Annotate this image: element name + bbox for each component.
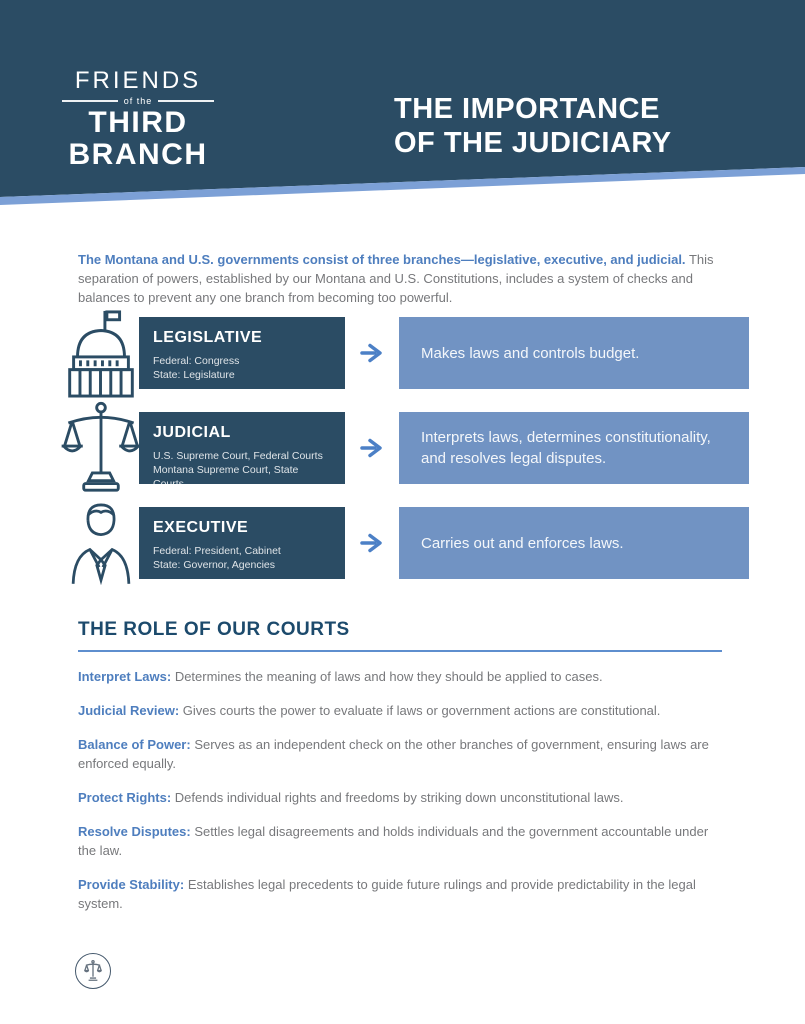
- header-banner: [0, 0, 805, 212]
- role-lead: Judicial Review:: [78, 703, 180, 718]
- role-item-provide-stability: [78, 875, 722, 913]
- arrow-right-icon: [345, 533, 399, 553]
- role-lead: Balance of Power:: [78, 737, 191, 752]
- branch-description: Interprets laws, determines constitutionality, and resolves legal disputes.: [421, 429, 711, 467]
- role-lead: Provide Stability:: [78, 877, 185, 892]
- role-lead: Interpret Laws:: [78, 669, 172, 684]
- role-item-resolve-disputes: [78, 822, 722, 860]
- logo-of-the-row: [62, 96, 214, 106]
- branch-sub-line-1: Federal: President, Cabinet: [153, 545, 281, 557]
- role-text: Determines the meaning of laws and how they should be applied to cases.: [174, 669, 603, 684]
- branch-description: Makes laws and controls budget.: [421, 344, 640, 362]
- arrow-right-icon: [345, 438, 399, 458]
- role-item-protect-rights: [78, 788, 722, 807]
- branch-description: Carries out and enforces laws.: [421, 534, 624, 552]
- branch-description-box: [399, 507, 749, 579]
- role-text: Serves as an independent check on the other branches of government, ensuring laws are enforced equally.: [78, 737, 709, 771]
- scales-badge-icon: [75, 953, 111, 989]
- branch-description-box: [399, 412, 749, 484]
- branch-row-judicial: [62, 412, 805, 490]
- logo-word-of-the: of the: [123, 96, 153, 106]
- branch-name: LEGISLATIVE: [153, 329, 263, 346]
- branch-label-box-executive: [139, 507, 345, 579]
- branch-description-box: [399, 317, 749, 389]
- logo-word-branch: BRANCH: [68, 138, 208, 171]
- role-lead: Protect Rights:: [78, 790, 172, 805]
- branch-sub-line-1: Federal: Congress: [153, 355, 240, 367]
- intro-paragraph: [78, 250, 746, 307]
- branch-row-legislative: [62, 317, 805, 389]
- logo-word-third: THIRD: [88, 106, 188, 139]
- branches-diagram: [62, 317, 805, 579]
- roles-heading: THE ROLE OF OUR COURTS: [78, 619, 350, 640]
- logo-left-rule: [62, 100, 118, 102]
- branch-sub-line-2: State: Governor, Agencies: [153, 559, 275, 571]
- branch-label-box-legislative: [139, 317, 345, 389]
- branch-name: EXECUTIVE: [153, 519, 249, 536]
- arrow-right-icon: [345, 343, 399, 363]
- role-text: Defends individual rights and freedoms by striking down unconstitutional laws.: [174, 790, 624, 805]
- page-title-line-2: OF THE JUDICIARY: [394, 127, 672, 159]
- branch-sub-line-2: Montana Supreme Court, State Courts: [153, 464, 299, 490]
- role-item-interpret-laws: [78, 667, 722, 686]
- branch-sub-line-2: State: Legislature: [153, 369, 235, 381]
- logo-right-rule: [158, 100, 214, 102]
- branch-row-executive: [62, 507, 805, 579]
- intro-lead-text: The Montana and U.S. governments consist of three branches—legislative, executive, and judicial.: [78, 252, 686, 267]
- scales-icon: [62, 400, 139, 496]
- role-text: Establishes legal precedents to guide future rulings and provide predictability in the legal system.: [78, 877, 696, 911]
- branch-sub-line-1: U.S. Supreme Court, Federal Courts: [153, 450, 323, 462]
- role-item-judicial-review: [78, 701, 722, 720]
- intro-body-text: This separation of powers, established by our Montana and U.S. Constitutions, includes a system of checks and balances to prevent any one branch from becoming too powerful.: [78, 252, 714, 305]
- branch-label-box-judicial: [139, 412, 345, 490]
- page-title: [394, 92, 672, 160]
- role-text: Settles legal disagreements and holds individuals and the government accountable under the law.: [78, 824, 709, 858]
- role-text: Gives courts the power to evaluate if laws or government actions are constitutional.: [182, 703, 661, 718]
- logo-friends-of-the-third-branch: [58, 68, 218, 171]
- capitol-icon: [62, 308, 139, 398]
- branch-name: JUDICIAL: [153, 424, 231, 441]
- page-title-line-1: THE IMPORTANCE: [394, 93, 660, 125]
- logo-word-friends: FRIENDS: [74, 67, 202, 94]
- person-icon: [62, 498, 139, 588]
- roles-section: [78, 619, 722, 913]
- roles-heading-rule: [78, 650, 722, 652]
- role-item-balance-of-power: [78, 735, 722, 773]
- role-lead: Resolve Disputes:: [78, 824, 191, 839]
